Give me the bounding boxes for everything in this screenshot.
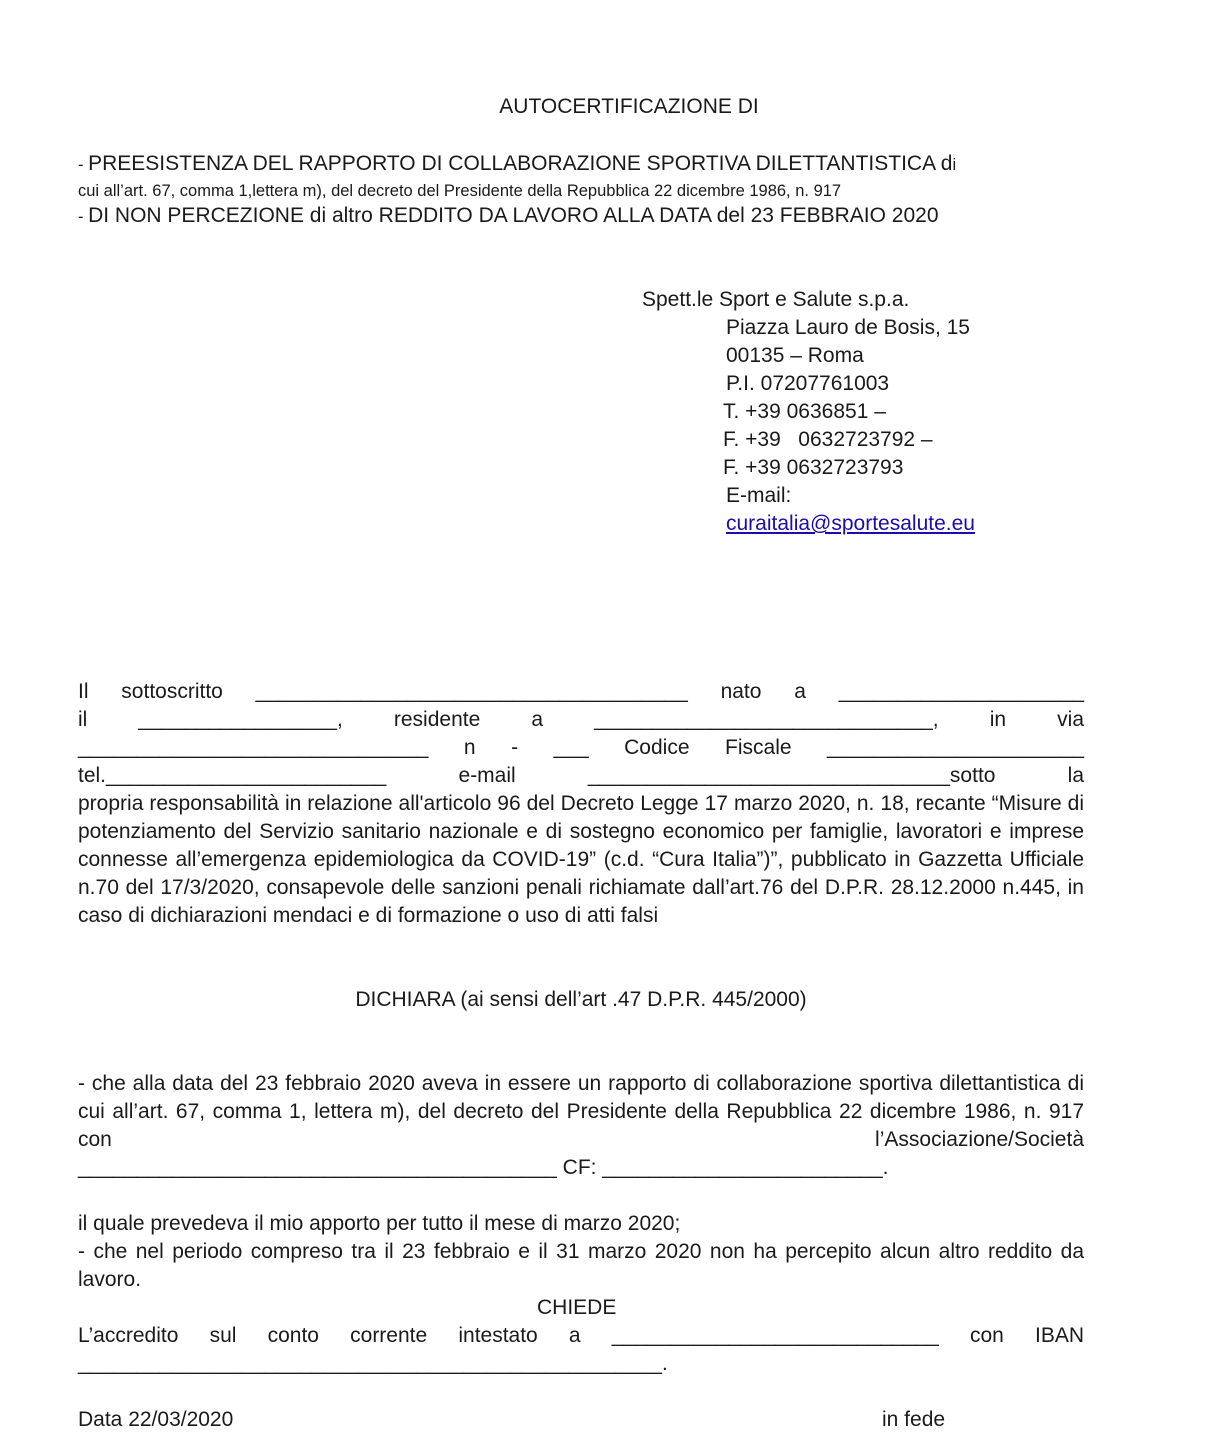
association-fiscal-code-line: _________________________________________ CF: ________________________. (78, 1156, 889, 1179)
recipient-piva: P.I. 07207761003 (726, 372, 890, 395)
request-iban-line: __________________________________________________. (78, 1352, 668, 1375)
form-row-date-residence: il _________________, residente a _____________________________, in via (78, 708, 1084, 731)
subject-line-3 (78, 202, 939, 231)
request-heading: CHIEDE (537, 1296, 617, 1319)
recipient-email-link[interactable]: curaitalia@sportesalute.eu (726, 512, 975, 535)
recipient-city: 00135 – Roma (726, 344, 864, 367)
responsibility-statement: propria responsabilità in relazione all'articolo 96 del Decreto Legge 17 marzo 2020, n. 18, recante “Misure di potenziamento del Servizio sanitario nazionale e di sostegno economico per famiglie, lavoratori e imprese connesse all’emergenza epidemiologica da COVID-19” (c.d. “Cura Italia”)”, pubblicato in Gazzetta Ufficiale n.70 del 17/3/2020, consapevole delle sanzioni penali richiamate dall’art.76 del D.P.R. 28.12.2000 n.445, in caso di dichiarazioni mendaci e di formazione o uso di atti falsi (78, 792, 1084, 927)
document-title: AUTOCERTIFICAZIONE DI (499, 95, 759, 118)
declaration-heading: DICHIARA (ai sensi dell’art .47 D.P.R. 445/2000) (355, 988, 807, 1011)
request-account-line: L’accredito sul conto corrente intestato a ____________________________ con IBAN (78, 1324, 1084, 1347)
recipient-fax-1: F. +39 0632723792 – (723, 428, 933, 451)
declaration-paragraph-1: - che alla data del 23 febbraio 2020 aveva in essere un rapporto di collaborazione sportiva dilettantistica di cui all’art. 67, comma 1, lettera m), del decreto del Presidente della Repubblica 22 dicembre 1986, n. 917 con l’Associazione/Società (78, 1072, 1084, 1151)
declaration-paragraph-3: - che nel periodo compreso tra il 23 febbraio e il 31 marzo 2020 non ha percepito alcun altro reddito da lavoro. (78, 1240, 1084, 1291)
recipient-street: Piazza Lauro de Bosis, 15 (726, 316, 970, 339)
form-row-name-birthplace: Il sottoscritto _____________________________________ nato a _____________________ (78, 680, 1084, 703)
document-date: Data 22/03/2020 (78, 1408, 234, 1431)
subject-suffix: i (952, 156, 957, 174)
recipient-email-label: E-mail: (726, 484, 792, 507)
declaration-paragraph-2: il quale prevedeva il mio apporto per tutto il mese di marzo 2020; (78, 1212, 681, 1235)
recipient-fax-2: F. +39 0632723793 (723, 456, 904, 479)
form-row-tel-email: tel.________________________ e-mail _______________________________sotto la (78, 764, 1084, 787)
subject-dash-2: - (78, 208, 89, 226)
recipient-tel: T. +39 0636851 – (723, 400, 886, 423)
recipient-name: Spett.le Sport e Salute s.p.a. (642, 288, 910, 311)
subject-line-2: cui all’art. 67, comma 1,lettera m), del decreto del Presidente della Repubblica 22 dicembre 1986, n. 917 (78, 182, 842, 200)
subject-line-1 (78, 150, 956, 179)
form-row-address-fiscal-code: ______________________________ n - ___ Codice Fiscale ______________________ (78, 736, 1084, 759)
signature-label: in fede (882, 1408, 946, 1431)
subject-preesistenza: PREESISTENZA DEL RAPPORTO DI COLLABORAZIONE SPORTIVA DILETTANTISTICA d (88, 152, 953, 175)
subject-dash: - (78, 156, 89, 174)
subject-non-percezione: DI NON PERCEZIONE di altro REDDITO DA LAVORO ALLA DATA del 23 FEBBRAIO 2020 (88, 204, 939, 227)
